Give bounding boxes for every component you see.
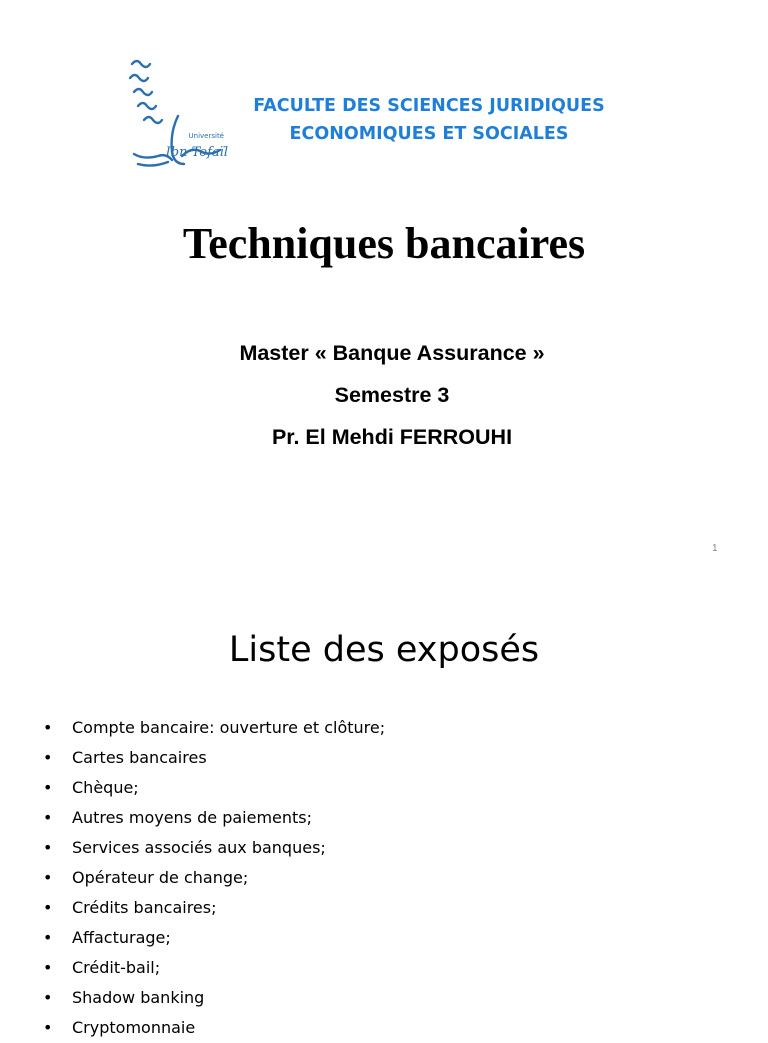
list-item: • Autres moyens de paiements; bbox=[40, 803, 385, 833]
list-item: • Shadow banking bbox=[40, 983, 385, 1013]
faculty-line-1: FACULTE DES SCIENCES JURIDIQUES bbox=[253, 96, 605, 116]
list-item: • Opérateur de change; bbox=[40, 863, 385, 893]
logo-text-line2: Ibn Tofaïl bbox=[165, 145, 228, 160]
list-item: • Crédit-bail; bbox=[40, 953, 385, 983]
faculty-line-2: ECONOMIQUES ET SOCIALES bbox=[289, 124, 569, 144]
list-item: • Cryptomonnaie bbox=[40, 1013, 385, 1043]
course-details bbox=[0, 332, 768, 458]
semester: Semestre 3 bbox=[334, 383, 450, 407]
course-title: Techniques bancaires bbox=[182, 219, 586, 268]
master-program: Master « Banque Assurance » bbox=[239, 341, 545, 365]
list-item: • Chèque; bbox=[40, 773, 385, 803]
page-number: 1 bbox=[712, 543, 718, 554]
topics-title: Liste des exposés bbox=[228, 630, 540, 670]
list-item: • Cartes bancaires bbox=[40, 743, 385, 773]
topics-list bbox=[40, 713, 385, 1043]
logo-text-line1: Université bbox=[188, 132, 224, 140]
university-logo bbox=[120, 56, 232, 174]
list-item: • Crédits bancaires; bbox=[40, 893, 385, 923]
professor-name: Pr. El Mehdi FERROUHI bbox=[271, 425, 513, 449]
list-item: • Services associés aux banques; bbox=[40, 833, 385, 863]
faculty-name bbox=[236, 92, 622, 148]
list-item: • Compte bancaire: ouverture et clôture; bbox=[40, 713, 385, 743]
list-item: • Affacturage; bbox=[40, 923, 385, 953]
